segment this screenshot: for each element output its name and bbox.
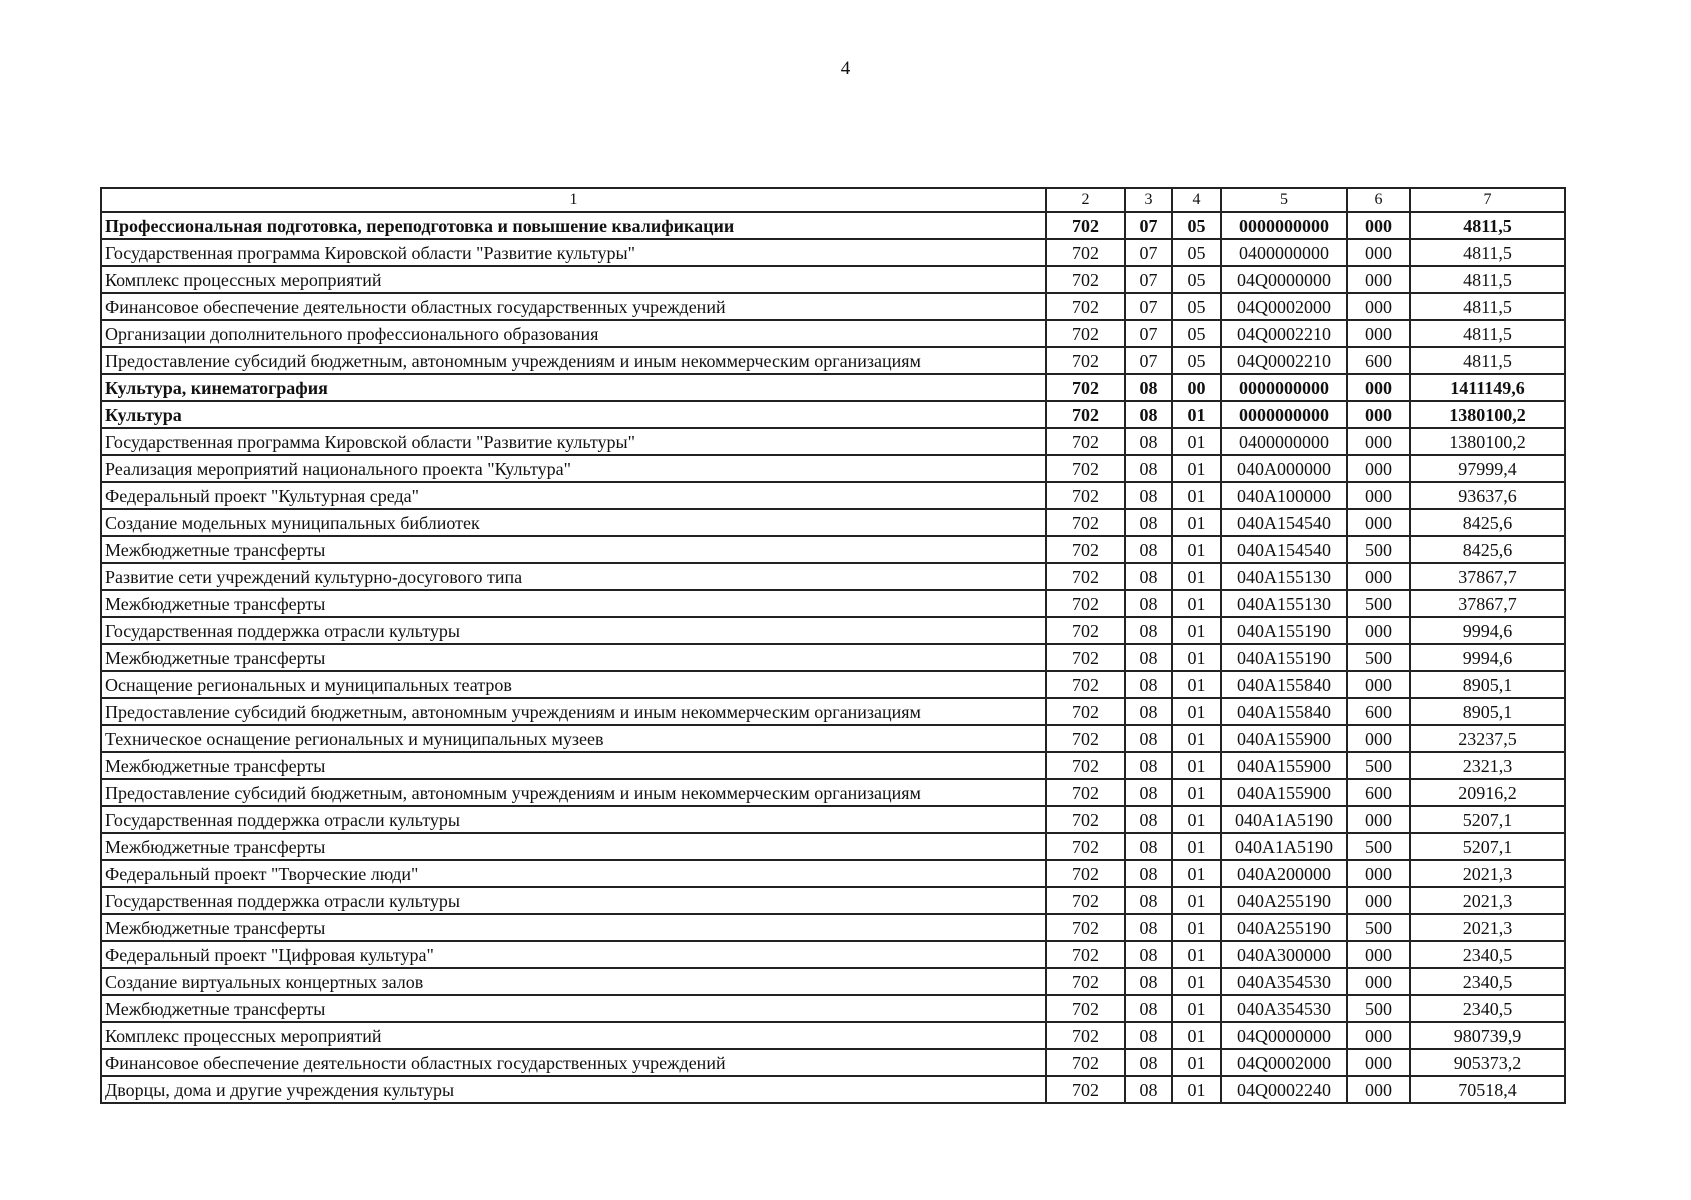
row-subsection-code: 01 <box>1172 779 1221 806</box>
row-amount: 2021,3 <box>1410 914 1565 941</box>
table-row <box>101 995 1565 1022</box>
page-number: 4 <box>840 58 851 79</box>
row-expense-type: 000 <box>1347 941 1410 968</box>
table-row <box>101 1076 1565 1103</box>
row-ved-code: 702 <box>1046 833 1125 860</box>
row-section-code: 07 <box>1125 266 1172 293</box>
row-amount: 97999,4 <box>1410 455 1565 482</box>
row-section-code: 08 <box>1125 590 1172 617</box>
row-section-code: 08 <box>1125 374 1172 401</box>
row-ved-code: 702 <box>1046 482 1125 509</box>
row-ved-code: 702 <box>1046 347 1125 374</box>
row-name: Культура <box>101 401 1046 428</box>
row-subsection-code: 05 <box>1172 320 1221 347</box>
row-target-article: 040A000000 <box>1221 455 1347 482</box>
row-section-code: 08 <box>1125 995 1172 1022</box>
budget-table <box>100 187 1566 1104</box>
row-section-code: 08 <box>1125 860 1172 887</box>
row-target-article: 04Q0002210 <box>1221 320 1347 347</box>
row-expense-type: 500 <box>1347 752 1410 779</box>
row-section-code: 08 <box>1125 752 1172 779</box>
row-subsection-code: 01 <box>1172 644 1221 671</box>
row-subsection-code: 01 <box>1172 887 1221 914</box>
row-target-article: 040A155900 <box>1221 725 1347 752</box>
row-ved-code: 702 <box>1046 860 1125 887</box>
row-target-article: 040A155840 <box>1221 671 1347 698</box>
row-ved-code: 702 <box>1046 941 1125 968</box>
row-section-code: 08 <box>1125 563 1172 590</box>
row-amount: 2340,5 <box>1410 968 1565 995</box>
row-subsection-code: 01 <box>1172 1049 1221 1076</box>
row-amount: 2340,5 <box>1410 941 1565 968</box>
table-row <box>101 833 1565 860</box>
row-target-article: 040A155130 <box>1221 590 1347 617</box>
row-name: Межбюджетные трансферты <box>101 833 1046 860</box>
row-expense-type: 000 <box>1347 887 1410 914</box>
row-subsection-code: 01 <box>1172 536 1221 563</box>
row-target-article: 040A1A5190 <box>1221 806 1347 833</box>
row-subsection-code: 01 <box>1172 698 1221 725</box>
row-target-article: 0400000000 <box>1221 428 1347 455</box>
row-name: Государственная поддержка отрасли культуры <box>101 617 1046 644</box>
row-ved-code: 702 <box>1046 806 1125 833</box>
row-expense-type: 000 <box>1347 374 1410 401</box>
row-amount: 37867,7 <box>1410 563 1565 590</box>
table-row <box>101 590 1565 617</box>
row-ved-code: 702 <box>1046 590 1125 617</box>
row-expense-type: 000 <box>1347 671 1410 698</box>
table-row <box>101 806 1565 833</box>
header-col-4: 4 <box>1172 188 1221 212</box>
row-subsection-code: 05 <box>1172 212 1221 239</box>
row-target-article: 040A154540 <box>1221 509 1347 536</box>
row-name: Организации дополнительного профессионального образования <box>101 320 1046 347</box>
row-target-article: 04Q0002000 <box>1221 293 1347 320</box>
row-name: Государственная поддержка отрасли культуры <box>101 887 1046 914</box>
row-target-article: 04Q0000000 <box>1221 1022 1347 1049</box>
row-section-code: 08 <box>1125 1049 1172 1076</box>
row-name: Предоставление субсидий бюджетным, автономным учреждениям и иным некоммерческим организациям <box>101 347 1046 374</box>
row-subsection-code: 01 <box>1172 401 1221 428</box>
row-ved-code: 702 <box>1046 212 1125 239</box>
row-amount: 2021,3 <box>1410 860 1565 887</box>
row-section-code: 08 <box>1125 1076 1172 1103</box>
row-section-code: 08 <box>1125 968 1172 995</box>
row-target-article: 040A154540 <box>1221 536 1347 563</box>
row-ved-code: 702 <box>1046 536 1125 563</box>
row-amount: 8905,1 <box>1410 671 1565 698</box>
table-row <box>101 914 1565 941</box>
row-subsection-code: 05 <box>1172 347 1221 374</box>
table-row <box>101 779 1565 806</box>
row-expense-type: 600 <box>1347 698 1410 725</box>
row-amount: 70518,4 <box>1410 1076 1565 1103</box>
row-subsection-code: 01 <box>1172 482 1221 509</box>
row-amount: 5207,1 <box>1410 833 1565 860</box>
row-amount: 8425,6 <box>1410 536 1565 563</box>
row-name: Межбюджетные трансферты <box>101 590 1046 617</box>
row-amount: 8425,6 <box>1410 509 1565 536</box>
row-expense-type: 600 <box>1347 779 1410 806</box>
row-expense-type: 000 <box>1347 455 1410 482</box>
row-section-code: 08 <box>1125 401 1172 428</box>
row-name: Межбюджетные трансферты <box>101 644 1046 671</box>
row-name: Техническое оснащение региональных и муниципальных музеев <box>101 725 1046 752</box>
table-row <box>101 293 1565 320</box>
row-amount: 20916,2 <box>1410 779 1565 806</box>
row-amount: 9994,6 <box>1410 617 1565 644</box>
row-ved-code: 702 <box>1046 725 1125 752</box>
row-name: Межбюджетные трансферты <box>101 752 1046 779</box>
row-subsection-code: 05 <box>1172 293 1221 320</box>
row-name: Государственная программа Кировской области "Развитие культуры" <box>101 428 1046 455</box>
table-row <box>101 1049 1565 1076</box>
row-target-article: 040A255190 <box>1221 887 1347 914</box>
row-name: Реализация мероприятий национального проекта "Культура" <box>101 455 1046 482</box>
row-amount: 980739,9 <box>1410 1022 1565 1049</box>
row-section-code: 07 <box>1125 320 1172 347</box>
row-section-code: 08 <box>1125 887 1172 914</box>
row-ved-code: 702 <box>1046 239 1125 266</box>
row-subsection-code: 01 <box>1172 671 1221 698</box>
row-section-code: 08 <box>1125 509 1172 536</box>
row-subsection-code: 01 <box>1172 860 1221 887</box>
row-name: Федеральный проект "Культурная среда" <box>101 482 1046 509</box>
table-row <box>101 239 1565 266</box>
row-section-code: 07 <box>1125 347 1172 374</box>
row-amount: 23237,5 <box>1410 725 1565 752</box>
row-section-code: 08 <box>1125 725 1172 752</box>
row-subsection-code: 01 <box>1172 590 1221 617</box>
row-target-article: 040A1A5190 <box>1221 833 1347 860</box>
header-col-5: 5 <box>1221 188 1347 212</box>
table-row <box>101 563 1565 590</box>
row-name: Финансовое обеспечение деятельности областных государственных учреждений <box>101 293 1046 320</box>
row-name: Государственная поддержка отрасли культуры <box>101 806 1046 833</box>
row-subsection-code: 01 <box>1172 1022 1221 1049</box>
row-section-code: 07 <box>1125 212 1172 239</box>
row-expense-type: 000 <box>1347 617 1410 644</box>
row-expense-type: 000 <box>1347 1049 1410 1076</box>
table-row <box>101 428 1565 455</box>
row-name: Финансовое обеспечение деятельности областных государственных учреждений <box>101 1049 1046 1076</box>
row-ved-code: 702 <box>1046 914 1125 941</box>
row-ved-code: 702 <box>1046 455 1125 482</box>
row-expense-type: 500 <box>1347 995 1410 1022</box>
row-subsection-code: 01 <box>1172 995 1221 1022</box>
row-subsection-code: 01 <box>1172 428 1221 455</box>
row-amount: 2340,5 <box>1410 995 1565 1022</box>
row-name: Комплекс процессных мероприятий <box>101 1022 1046 1049</box>
row-expense-type: 600 <box>1347 347 1410 374</box>
row-name: Государственная программа Кировской области "Развитие культуры" <box>101 239 1046 266</box>
row-target-article: 0000000000 <box>1221 212 1347 239</box>
row-target-article: 040A155130 <box>1221 563 1347 590</box>
row-section-code: 08 <box>1125 941 1172 968</box>
row-amount: 4811,5 <box>1410 293 1565 320</box>
row-name: Межбюджетные трансферты <box>101 995 1046 1022</box>
row-name: Развитие сети учреждений культурно-досугового типа <box>101 563 1046 590</box>
row-expense-type: 000 <box>1347 563 1410 590</box>
table-row <box>101 536 1565 563</box>
table-row <box>101 887 1565 914</box>
row-name: Комплекс процессных мероприятий <box>101 266 1046 293</box>
row-expense-type: 000 <box>1347 1022 1410 1049</box>
row-section-code: 08 <box>1125 671 1172 698</box>
row-section-code: 07 <box>1125 239 1172 266</box>
table-row <box>101 482 1565 509</box>
row-subsection-code: 01 <box>1172 941 1221 968</box>
row-amount: 4811,5 <box>1410 212 1565 239</box>
row-amount: 5207,1 <box>1410 806 1565 833</box>
row-expense-type: 000 <box>1347 509 1410 536</box>
row-section-code: 08 <box>1125 914 1172 941</box>
row-ved-code: 702 <box>1046 968 1125 995</box>
row-subsection-code: 01 <box>1172 914 1221 941</box>
row-amount: 9994,6 <box>1410 644 1565 671</box>
row-name: Федеральный проект "Цифровая культура" <box>101 941 1046 968</box>
table-row <box>101 1022 1565 1049</box>
header-col-7: 7 <box>1410 188 1565 212</box>
table-row <box>101 644 1565 671</box>
row-expense-type: 500 <box>1347 833 1410 860</box>
row-ved-code: 702 <box>1046 266 1125 293</box>
row-amount: 1380100,2 <box>1410 428 1565 455</box>
table-row <box>101 752 1565 779</box>
row-target-article: 040A255190 <box>1221 914 1347 941</box>
row-section-code: 08 <box>1125 428 1172 455</box>
row-subsection-code: 01 <box>1172 806 1221 833</box>
row-target-article: 04Q0000000 <box>1221 266 1347 293</box>
row-target-article: 0400000000 <box>1221 239 1347 266</box>
table-row <box>101 401 1565 428</box>
row-expense-type: 000 <box>1347 212 1410 239</box>
row-ved-code: 702 <box>1046 1049 1125 1076</box>
row-expense-type: 000 <box>1347 266 1410 293</box>
row-expense-type: 000 <box>1347 428 1410 455</box>
row-target-article: 0000000000 <box>1221 374 1347 401</box>
row-ved-code: 702 <box>1046 1022 1125 1049</box>
row-amount: 4811,5 <box>1410 347 1565 374</box>
row-expense-type: 000 <box>1347 401 1410 428</box>
table-row <box>101 374 1565 401</box>
row-target-article: 0000000000 <box>1221 401 1347 428</box>
row-name: Федеральный проект "Творческие люди" <box>101 860 1046 887</box>
table-row <box>101 941 1565 968</box>
row-subsection-code: 01 <box>1172 563 1221 590</box>
header-row <box>101 188 1565 212</box>
row-expense-type: 500 <box>1347 590 1410 617</box>
table-row <box>101 968 1565 995</box>
row-section-code: 08 <box>1125 833 1172 860</box>
row-subsection-code: 00 <box>1172 374 1221 401</box>
row-target-article: 040A155900 <box>1221 779 1347 806</box>
row-amount: 2321,3 <box>1410 752 1565 779</box>
row-target-article: 04Q0002210 <box>1221 347 1347 374</box>
row-ved-code: 702 <box>1046 374 1125 401</box>
header-col-2: 2 <box>1046 188 1125 212</box>
row-expense-type: 500 <box>1347 536 1410 563</box>
row-name: Создание модельных муниципальных библиотек <box>101 509 1046 536</box>
row-amount: 905373,2 <box>1410 1049 1565 1076</box>
row-target-article: 040A155840 <box>1221 698 1347 725</box>
row-name: Создание виртуальных концертных залов <box>101 968 1046 995</box>
table-row <box>101 212 1565 239</box>
row-subsection-code: 01 <box>1172 968 1221 995</box>
row-target-article: 040A354530 <box>1221 995 1347 1022</box>
row-section-code: 08 <box>1125 644 1172 671</box>
row-ved-code: 702 <box>1046 644 1125 671</box>
row-expense-type: 000 <box>1347 725 1410 752</box>
row-subsection-code: 01 <box>1172 725 1221 752</box>
row-expense-type: 000 <box>1347 482 1410 509</box>
row-expense-type: 000 <box>1347 968 1410 995</box>
row-section-code: 08 <box>1125 617 1172 644</box>
table-row <box>101 455 1565 482</box>
row-ved-code: 702 <box>1046 563 1125 590</box>
row-target-article: 040A155900 <box>1221 752 1347 779</box>
row-section-code: 07 <box>1125 293 1172 320</box>
row-target-article: 040A155190 <box>1221 644 1347 671</box>
row-section-code: 08 <box>1125 806 1172 833</box>
row-target-article: 04Q0002240 <box>1221 1076 1347 1103</box>
row-name: Предоставление субсидий бюджетным, автономным учреждениям и иным некоммерческим организациям <box>101 698 1046 725</box>
row-amount: 4811,5 <box>1410 239 1565 266</box>
row-subsection-code: 05 <box>1172 266 1221 293</box>
table-row <box>101 266 1565 293</box>
row-amount: 93637,6 <box>1410 482 1565 509</box>
row-expense-type: 000 <box>1347 239 1410 266</box>
row-subsection-code: 01 <box>1172 617 1221 644</box>
row-expense-type: 000 <box>1347 860 1410 887</box>
row-section-code: 08 <box>1125 455 1172 482</box>
table-row <box>101 320 1565 347</box>
row-target-article: 04Q0002000 <box>1221 1049 1347 1076</box>
row-ved-code: 702 <box>1046 293 1125 320</box>
row-section-code: 08 <box>1125 536 1172 563</box>
header-col-6: 6 <box>1347 188 1410 212</box>
row-target-article: 040A354530 <box>1221 968 1347 995</box>
row-ved-code: 702 <box>1046 752 1125 779</box>
table-row <box>101 860 1565 887</box>
row-expense-type: 000 <box>1347 806 1410 833</box>
table-row <box>101 509 1565 536</box>
row-section-code: 08 <box>1125 779 1172 806</box>
row-ved-code: 702 <box>1046 401 1125 428</box>
row-expense-type: 500 <box>1347 914 1410 941</box>
row-subsection-code: 01 <box>1172 509 1221 536</box>
row-amount: 1380100,2 <box>1410 401 1565 428</box>
row-target-article: 040A100000 <box>1221 482 1347 509</box>
row-subsection-code: 01 <box>1172 752 1221 779</box>
row-ved-code: 702 <box>1046 617 1125 644</box>
row-amount: 37867,7 <box>1410 590 1565 617</box>
row-name: Межбюджетные трансферты <box>101 914 1046 941</box>
table-row <box>101 725 1565 752</box>
row-subsection-code: 01 <box>1172 1076 1221 1103</box>
row-amount: 4811,5 <box>1410 320 1565 347</box>
row-ved-code: 702 <box>1046 509 1125 536</box>
row-name: Профессиональная подготовка, переподготовка и повышение квалификации <box>101 212 1046 239</box>
header-col-3: 3 <box>1125 188 1172 212</box>
row-name: Дворцы, дома и другие учреждения культуры <box>101 1076 1046 1103</box>
row-section-code: 08 <box>1125 1022 1172 1049</box>
row-subsection-code: 05 <box>1172 239 1221 266</box>
row-name: Оснащение региональных и муниципальных театров <box>101 671 1046 698</box>
row-ved-code: 702 <box>1046 995 1125 1022</box>
row-amount: 8905,1 <box>1410 698 1565 725</box>
row-ved-code: 702 <box>1046 320 1125 347</box>
row-amount: 1411149,6 <box>1410 374 1565 401</box>
row-ved-code: 702 <box>1046 428 1125 455</box>
row-name: Межбюджетные трансферты <box>101 536 1046 563</box>
row-target-article: 040A200000 <box>1221 860 1347 887</box>
row-name: Культура, кинематография <box>101 374 1046 401</box>
row-subsection-code: 01 <box>1172 833 1221 860</box>
row-expense-type: 000 <box>1347 1076 1410 1103</box>
row-target-article: 040A300000 <box>1221 941 1347 968</box>
table-row <box>101 698 1565 725</box>
row-section-code: 08 <box>1125 698 1172 725</box>
row-ved-code: 702 <box>1046 779 1125 806</box>
row-ved-code: 702 <box>1046 1076 1125 1103</box>
table-row <box>101 671 1565 698</box>
row-target-article: 040A155190 <box>1221 617 1347 644</box>
row-name: Предоставление субсидий бюджетным, автономным учреждениям и иным некоммерческим организациям <box>101 779 1046 806</box>
row-expense-type: 500 <box>1347 644 1410 671</box>
row-section-code: 08 <box>1125 482 1172 509</box>
row-ved-code: 702 <box>1046 887 1125 914</box>
row-ved-code: 702 <box>1046 671 1125 698</box>
row-subsection-code: 01 <box>1172 455 1221 482</box>
row-expense-type: 000 <box>1347 320 1410 347</box>
table-row <box>101 617 1565 644</box>
row-expense-type: 000 <box>1347 293 1410 320</box>
row-amount: 4811,5 <box>1410 266 1565 293</box>
row-ved-code: 702 <box>1046 698 1125 725</box>
header-col-1: 1 <box>101 188 1046 212</box>
row-amount: 2021,3 <box>1410 887 1565 914</box>
table-row <box>101 347 1565 374</box>
